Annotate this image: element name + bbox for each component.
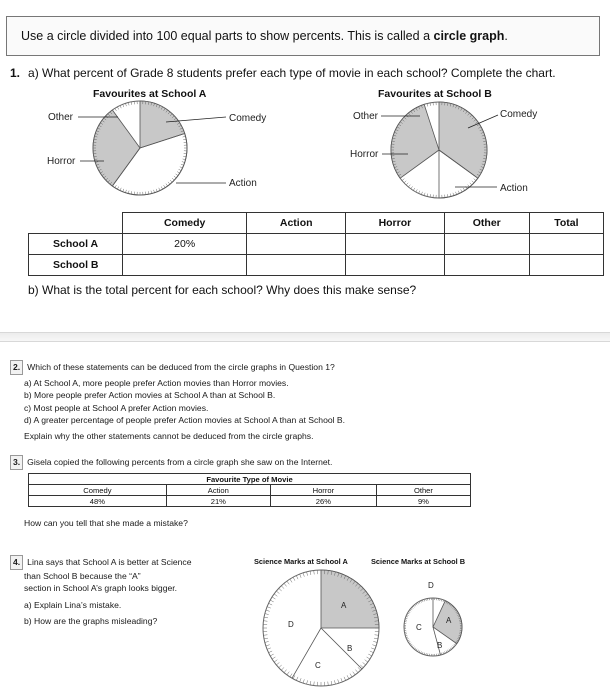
label-b-other: Other <box>353 111 379 122</box>
question-4a: a) Explain Lina’s mistake. <box>24 599 122 610</box>
science-a-label-c: C <box>315 661 321 670</box>
option-c: c) Most people at School A prefer Action movies. <box>24 402 209 413</box>
label-a-action: Action <box>229 178 257 189</box>
col-header-action: Action <box>247 213 346 234</box>
science-b-label-a: A <box>446 616 452 625</box>
value-action: 21% <box>166 496 270 507</box>
value-horror: 26% <box>270 496 376 507</box>
option-a: a) At School A, more people prefer Action movies than Horror movies. <box>24 377 289 388</box>
question-4-line-2: than School B because the “A” <box>24 570 141 581</box>
option-d: d) A greater percentage of people prefer Action movies at School A than at School B. <box>24 415 346 426</box>
science-pie-a-slice-a <box>321 570 379 628</box>
col-header-comedy: Comedy <box>29 485 167 496</box>
col-header-total: Total <box>529 213 603 234</box>
question-2-followup: Explain why the other statements cannot be deduced from the circle graphs. <box>24 430 314 441</box>
question-number: 2. <box>10 360 23 375</box>
cell-school-a-comedy[interactable]: 20% <box>123 234 247 255</box>
chart-b-title: Favourites at School B <box>378 88 492 100</box>
question-number: 4. <box>10 555 23 570</box>
science-pie-b <box>404 581 462 656</box>
science-b-label-c: C <box>416 623 422 632</box>
science-a-label-d: D <box>288 620 294 629</box>
question-1b-text: b) What is the total percent for each school? Why does this make sense? <box>28 283 417 297</box>
question-4-line-3: section in School A’s graph looks bigger. <box>24 583 178 594</box>
col-header-other: Other <box>376 485 470 496</box>
science-a-label-b: B <box>347 644 353 653</box>
label-a-other: Other <box>48 112 74 123</box>
science-b-label-b: B <box>437 641 443 650</box>
question-4-line-1: 4. Lina says that School A is better at Science <box>10 555 250 570</box>
intro-text: Use a circle divided into 100 equal parts to show percents. This is called a circle graph. <box>21 29 508 43</box>
label-a-horror: Horror <box>47 156 76 167</box>
row-header-school-a: School A <box>29 234 123 255</box>
col-header-comedy: Comedy <box>123 213 247 234</box>
question-number: 1. <box>10 66 21 80</box>
label-b-comedy: Comedy <box>500 109 538 120</box>
chart-a-title: Favourites at School A <box>93 88 207 100</box>
question-4b: b) How are the graphs misleading? <box>24 616 158 627</box>
value-other: 9% <box>376 496 470 507</box>
science-a-title: Science Marks at School A <box>254 557 348 566</box>
label-b-action: Action <box>500 183 528 194</box>
col-header-action: Action <box>166 485 270 496</box>
question-2-stem: 2. Which of these statements can be deduced from the circle graphs in Question 1? <box>10 360 590 375</box>
science-b-label-d: D <box>428 581 434 590</box>
question-1a-text: a) What percent of Grade 8 students prefer each type of movie in each school? Complete the chart. <box>28 66 556 80</box>
option-b: b) More people prefer Action movies at School A than at School B. <box>24 390 276 401</box>
row-header-school-b: School B <box>29 255 123 276</box>
question-3-followup: How can you tell that she made a mistake? <box>24 518 188 528</box>
col-header-horror: Horror <box>346 213 445 234</box>
col-header-other: Other <box>444 213 529 234</box>
science-b-title: Science Marks at School B <box>371 557 466 566</box>
col-header-horror: Horror <box>270 485 376 496</box>
label-b-horror: Horror <box>350 149 379 160</box>
science-pie-a <box>263 570 379 686</box>
question-number: 3. <box>10 455 23 470</box>
value-comedy: 48% <box>29 496 167 507</box>
science-a-label-a: A <box>341 601 347 610</box>
label-a-comedy: Comedy <box>229 113 267 124</box>
favourite-table-title: Favourite Type of Movie <box>29 474 471 485</box>
question-3-stem: 3. Gisela copied the following percents from a circle graph she saw on the Internet. <box>10 455 590 470</box>
